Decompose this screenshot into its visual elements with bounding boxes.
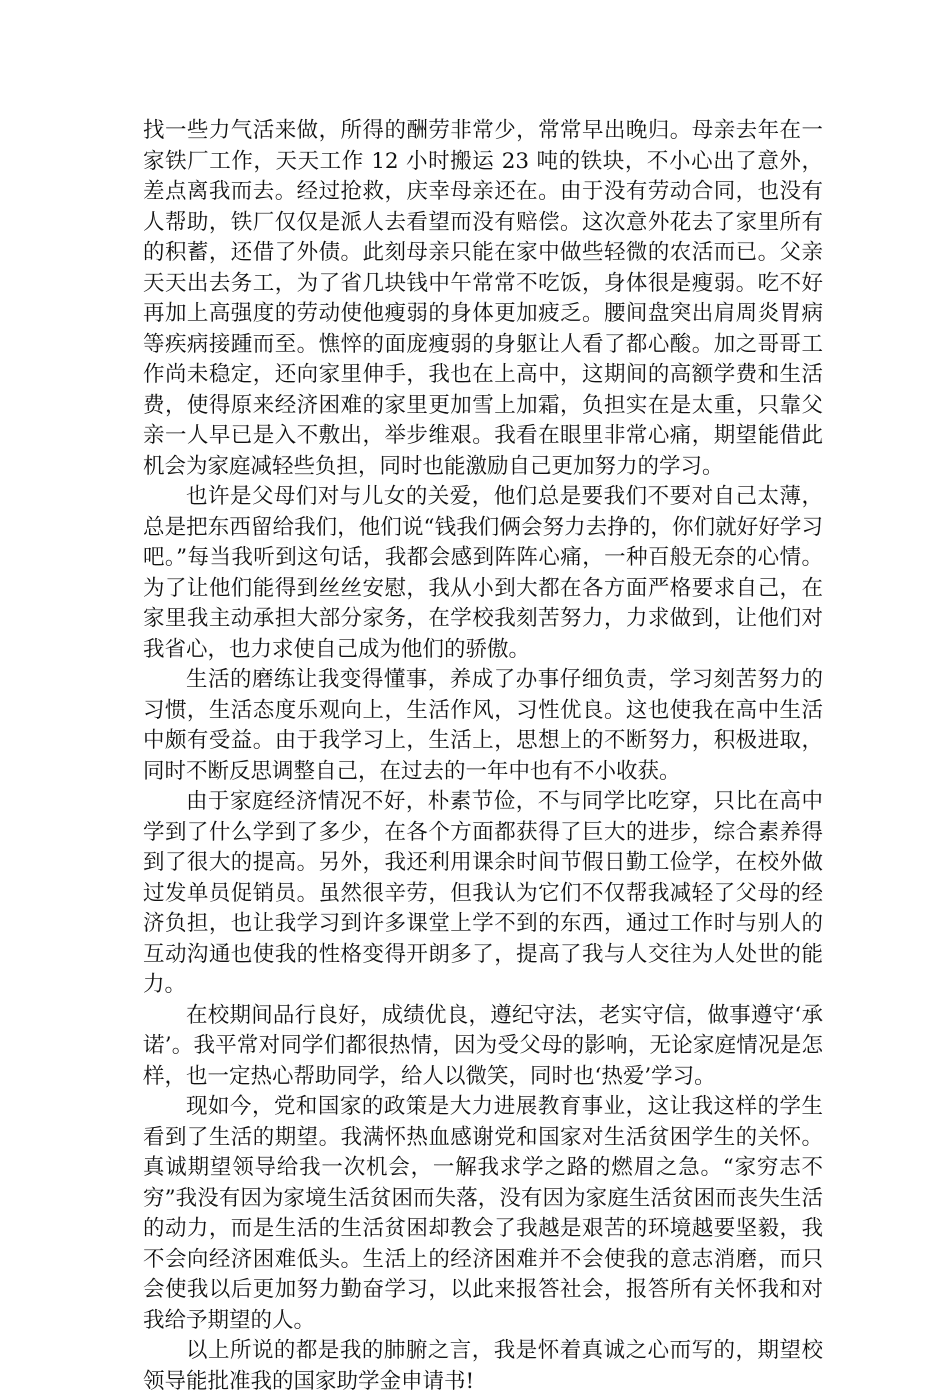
- paragraph-life-training: 生活的磨练让我变得懂事，养成了办事仔细负责，学习刻苦努力的习惯，生活态度乐观向上，生活作风，习性优良。这也使我在高中生活中颇有受益。由于我学习上，生活上，思想上的不断努力，积极进取，同时不断反思调整自己，在过去的一年中也有不小收获。: [143, 667, 823, 784]
- paragraph-conduct: 在校期间品行良好，成绩优良，遵纪守法，老实守信，做事遵守‘承诺’。我平常对同学们都很热情，因为受父母的影响，无论家庭情况是怎样，也一定热心帮助同学，给人以微笑，同时也‘热爱’学习。: [143, 1002, 823, 1089]
- paragraph-continued: 找一些力气活来做，所得的酬劳非常少，常常早出晚归。母亲去年在一家铁厂工作，天天工作 12 小时搬运 23 吨的铁块，不小心出了意外，差点离我而去。经过抢救，庆幸母亲还在。由于没有劳动合同，也没有人帮助，铁厂仅仅是派人去看望而没有赔偿。这次意外花去了家里所有的积蓄，还借了外债。此刻母亲只能在家中做些轻微的农活而已。父亲天天出去务工，为了省几块钱中午常常不吃饭，身体很是瘦弱。吃不好再加上高强度的劳动使他瘦弱的身体更加疲乏。腰间盘突出肩周炎胃病等疾病接踵而至。憔悴的面庞瘦弱的身躯让人看了都心酸。加之哥哥工作尚未稳定，还向家里伸手，我也在上高中，这期间的高额学费和生活费，使得原来经济困难的家里更加雪上加霜，负担实在是太重，只靠父亲一人早已是入不敷出，举步维艰。我看在眼里非常心痛，期望能借此机会为家庭减轻些负担，同时也能激励自己更加努力的学习。: [143, 118, 823, 479]
- document-body: [143, 116, 823, 1397]
- paragraph-closing: 以上所说的都是我的肺腑之言，我是怀着真诚之心而写的，期望校领导能批准我的国家助学金申请书!: [143, 1338, 823, 1394]
- paragraph-gratitude: 现如今，党和国家的政策是大力进展教育事业，这让我这样的学生看到了生活的期望。我满怀热血感谢党和国家对生活贫困学生的关怀。真诚期望领导给我一次机会，一解我求学之路的燃眉之急。“家穷志不穷”我没有因为家境生活贫困而失落，没有因为家庭生活贫困而丧失生活的动力，而是生活的生活贫困却教会了我越是艰苦的环境越要坚毅，我不会向经济困难低头。生活上的经济困难并不会使我的意志消磨，而只会使我以后更加努力勤奋学习，以此来报答社会，报答所有关怀我和对我给予期望的人。: [143, 1094, 823, 1333]
- paragraph-work-study: 由于家庭经济情况不好，朴素节俭，不与同学比吃穿，只比在高中学到了什么学到了多少，在各个方面都获得了巨大的进步，综合素养得到了很大的提高。另外，我还利用课余时间节假日勤工俭学，在校外做过发单员促销员。虽然很辛劳，但我认为它们不仅帮我减轻了父母的经济负担，也让我学习到许多课堂上学不到的东西，通过工作时与别人的互动沟通也使我的性格变得开朗多了，提高了我与人交往为人处世的能力。: [143, 789, 823, 997]
- paragraph-parents-love: 也许是父母们对与儿女的关爱，他们总是要我们不要对自己太薄，总是把东西留给我们，他们说“钱我们俩会努力去挣的，你们就好好学习吧。”每当我听到这句话，我都会感到阵阵心痛，一种百般无奈的心情。为了让他们能得到丝丝安慰，我从小到大都在各方面严格要求自己，在家里我主动承担大部分家务，在学校我刻苦努力，力求做到，让他们对我省心，也力求使自己成为他们的骄傲。: [143, 484, 823, 662]
